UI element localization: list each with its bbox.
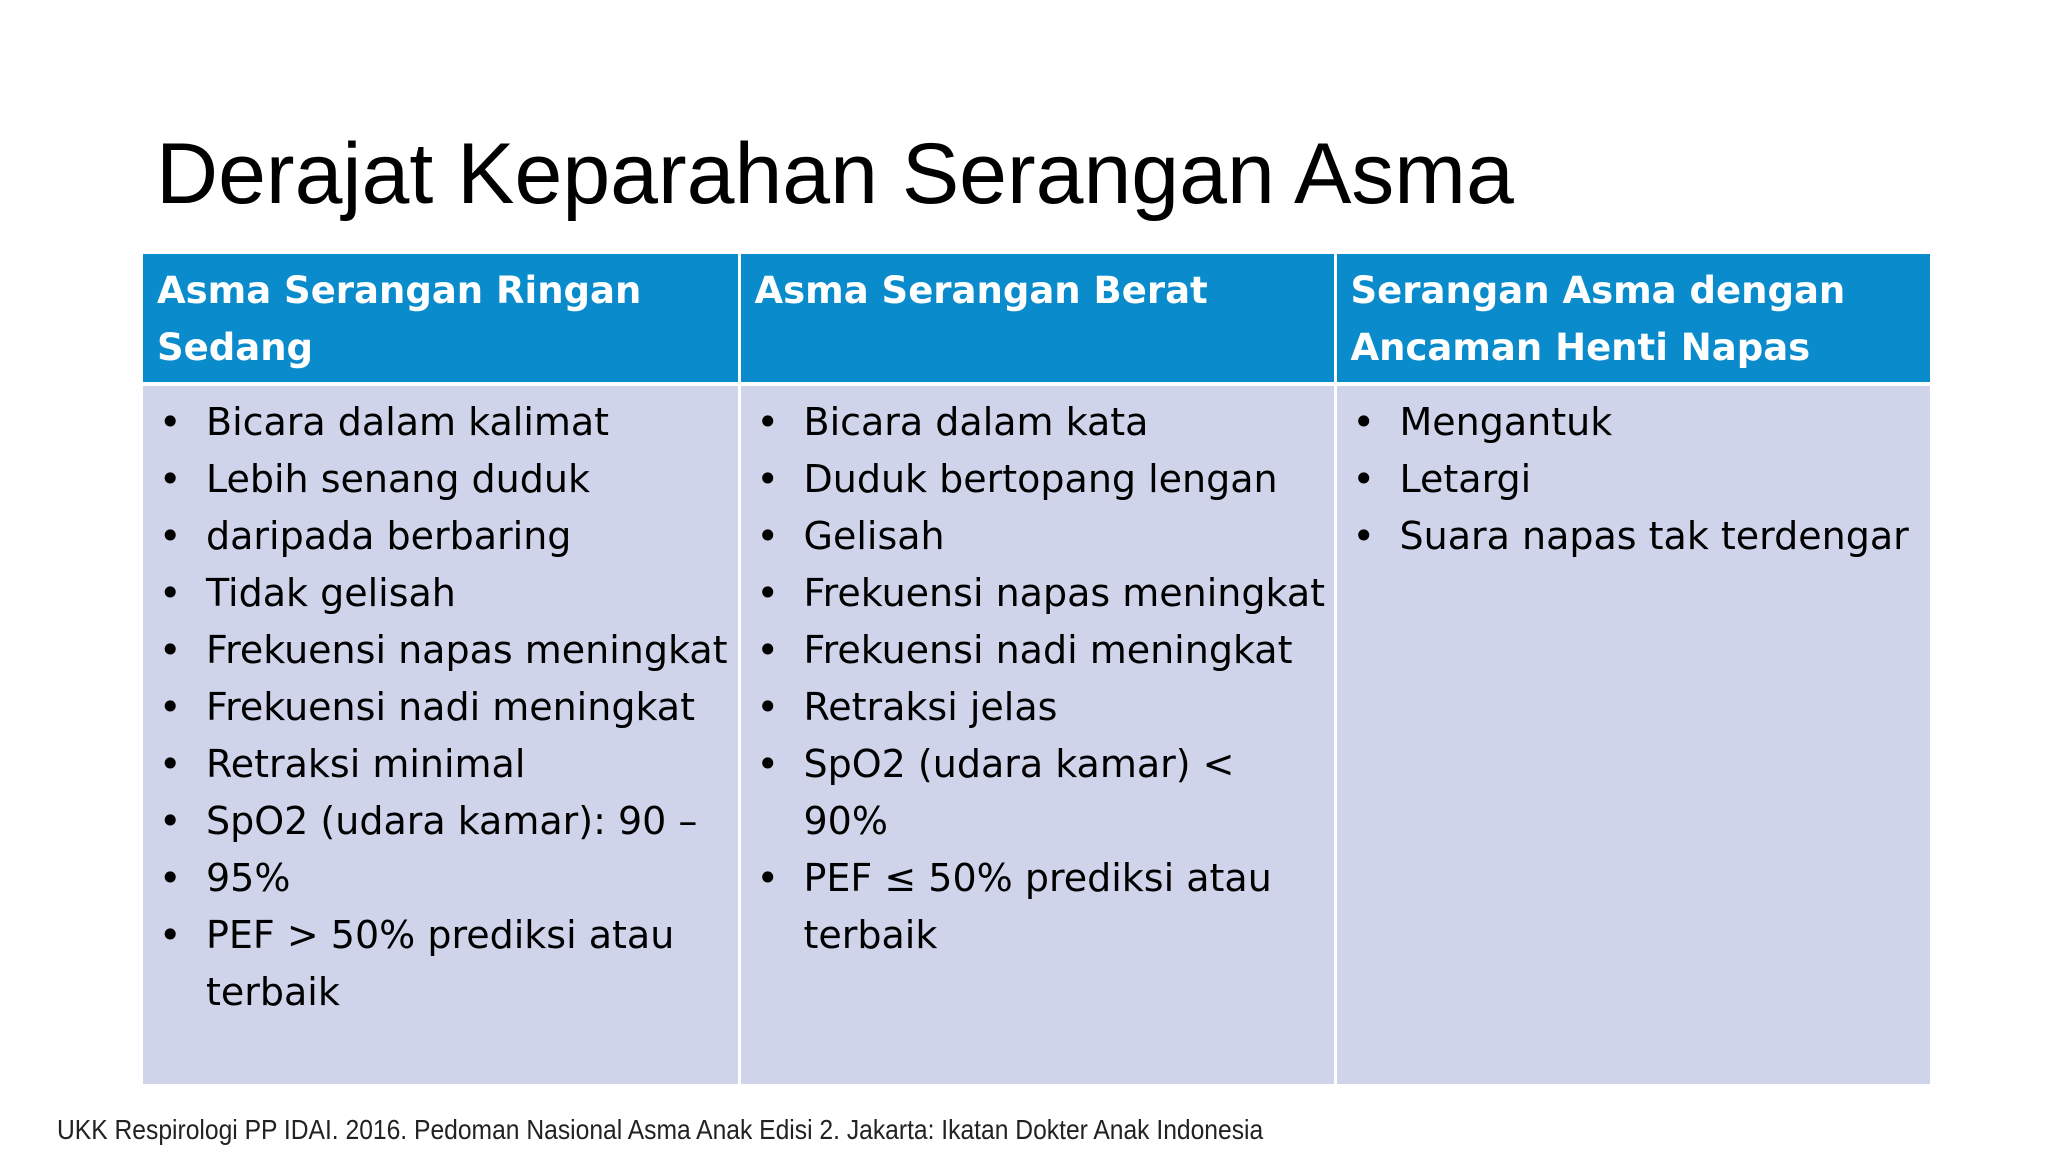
bullet-icon: • xyxy=(159,742,182,786)
list-item-text: Frekuensi nadi meningkat xyxy=(803,628,1293,672)
list-item xyxy=(753,394,1328,451)
bullet-icon: • xyxy=(756,742,779,786)
list-item-text: Mengantuk xyxy=(1399,400,1613,444)
bullet-list-severe xyxy=(753,394,1328,964)
list-item xyxy=(155,793,732,850)
bullet-icon: • xyxy=(756,514,779,558)
list-item xyxy=(753,622,1328,679)
list-item xyxy=(753,451,1328,508)
header-mild-moderate: Asma Serangan Ringan Sedang xyxy=(143,254,739,384)
bullet-icon: • xyxy=(159,799,182,843)
bullet-icon: • xyxy=(159,514,182,558)
list-item-text: Gelisah xyxy=(803,514,945,558)
bullet-list-life-threatening xyxy=(1349,394,1925,565)
list-item-text: Tidak gelisah xyxy=(206,571,456,615)
list-item xyxy=(155,394,732,451)
bullet-icon: • xyxy=(756,400,779,444)
header-severe: Asma Serangan Berat xyxy=(739,254,1335,384)
bullet-list-mild-moderate xyxy=(155,394,732,1021)
list-item xyxy=(753,508,1328,565)
list-item xyxy=(155,451,732,508)
bullet-icon: • xyxy=(756,457,779,501)
list-item xyxy=(1349,394,1925,451)
list-item-text: Lebih senang duduk xyxy=(206,457,590,501)
severity-table xyxy=(143,254,1930,1084)
list-item-text: Retraksi jelas xyxy=(803,685,1058,729)
bullet-icon: • xyxy=(159,400,182,444)
list-item xyxy=(753,736,1328,850)
bullet-icon: • xyxy=(159,856,182,900)
table-body-row xyxy=(143,384,1930,1084)
list-item-text: 95% xyxy=(206,856,291,900)
list-item xyxy=(155,508,732,565)
bullet-icon: • xyxy=(756,628,779,672)
list-item xyxy=(155,850,732,907)
bullet-icon: • xyxy=(1352,400,1375,444)
list-item-text: Bicara dalam kata xyxy=(803,400,1149,444)
list-item xyxy=(1349,451,1925,508)
slide-title: Derajat Keparahan Serangan Asma xyxy=(156,126,1514,222)
bullet-icon: • xyxy=(1352,514,1375,558)
list-item-text: PEF ≤ 50% prediksi atau terbaik xyxy=(803,856,1272,957)
list-item-text: daripada berbaring xyxy=(206,514,572,558)
cell-mild-moderate xyxy=(143,384,739,1084)
cell-life-threatening xyxy=(1335,384,1930,1084)
list-item-text: SpO2 (udara kamar) < 90% xyxy=(803,742,1235,843)
list-item-text: Letargi xyxy=(1399,457,1532,501)
bullet-icon: • xyxy=(756,856,779,900)
citation: UKK Respirologi PP IDAI. 2016. Pedoman Nasional Asma Anak Edisi 2. Jakarta: Ikatan Dokter Anak Indonesia xyxy=(57,1114,1264,1145)
list-item xyxy=(155,565,732,622)
bullet-icon: • xyxy=(159,628,182,672)
list-item-text: Duduk bertopang lengan xyxy=(803,457,1278,501)
list-item-text: Suara napas tak terdengar xyxy=(1399,514,1909,558)
list-item xyxy=(753,679,1328,736)
table-header-row xyxy=(143,254,1930,384)
cell-severe xyxy=(739,384,1335,1084)
list-item-text: Frekuensi napas meningkat xyxy=(206,628,728,672)
header-life-threatening: Serangan Asma dengan Ancaman Henti Napas xyxy=(1335,254,1930,384)
list-item-text: Retraksi minimal xyxy=(206,742,526,786)
list-item xyxy=(155,736,732,793)
bullet-icon: • xyxy=(159,685,182,729)
bullet-icon: • xyxy=(1352,457,1375,501)
list-item-text: Frekuensi nadi meningkat xyxy=(206,685,695,729)
list-item-text: Bicara dalam kalimat xyxy=(206,400,610,444)
bullet-icon: • xyxy=(756,571,779,615)
bullet-icon: • xyxy=(756,685,779,729)
list-item xyxy=(753,565,1328,622)
list-item xyxy=(753,850,1328,964)
list-item xyxy=(1349,508,1925,565)
list-item-text: PEF > 50% prediksi atau terbaik xyxy=(206,913,675,1014)
list-item xyxy=(155,622,732,679)
list-item xyxy=(155,679,732,736)
bullet-icon: • xyxy=(159,913,182,957)
bullet-icon: • xyxy=(159,457,182,501)
list-item xyxy=(155,907,732,1021)
list-item-text: Frekuensi napas meningkat xyxy=(803,571,1325,615)
bullet-icon: • xyxy=(159,571,182,615)
list-item-text: SpO2 (udara kamar): 90 – xyxy=(206,799,698,843)
